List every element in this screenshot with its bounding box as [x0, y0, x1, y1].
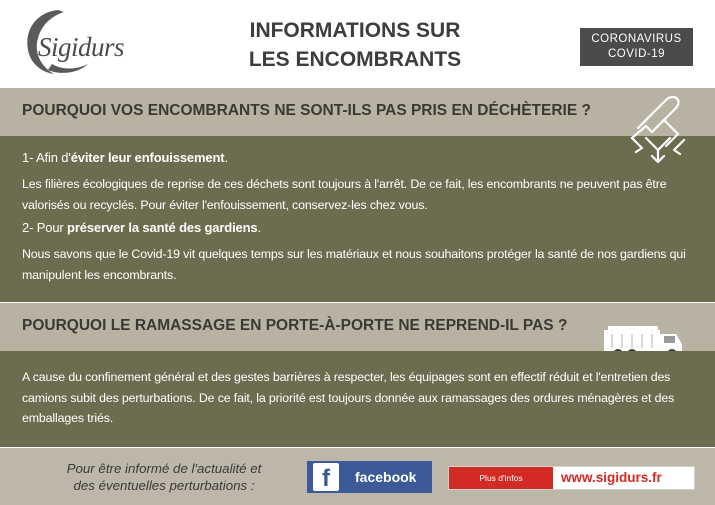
point-1-heading	[22, 148, 701, 169]
point-2-suffix: .	[257, 220, 261, 235]
footer-line-1: Pour être informé de l'actualité et	[66, 461, 262, 476]
title-line-2: LES ENCOMBRANTS	[248, 48, 462, 71]
point-2-body: Nous savons que le Covid-19 vit quelques temps sur les matériaux et nous souhaitons protéger la santé de nos gardiens qui manipulent les encombrants.	[22, 247, 686, 282]
question-1-text: POURQUOI VOS ENCOMBRANTS NE SONT-ILS PAS PRIS EN DÉCHÈTERIE ?	[22, 102, 591, 119]
logo-text: Sigidurs	[38, 32, 125, 62]
point-1-prefix: 1- Afin d'	[22, 150, 71, 165]
page-title	[205, 16, 505, 74]
plus-infos-label: Plus d'infos	[449, 467, 553, 489]
point-2-prefix: 2- Pour	[22, 220, 68, 235]
point-2-heading	[22, 218, 701, 239]
website-url: www.sigidurs.fr	[561, 470, 662, 485]
question-2-text: POURQUOI LE RAMASSAGE EN PORTE-À-PORTE NE REPREND-IL PAS ?	[22, 317, 568, 334]
facebook-label: facebook	[355, 469, 417, 485]
facebook-icon: f	[313, 463, 339, 491]
point-1-body: Les filières écologiques de reprise de ces déchets sont toujours à l'arrêt. De ce fait, les encombrants ne peuvent pas être valorisés ou recyclés. Pour éviter l'enfouissement, conservez-les chez vous.	[22, 177, 667, 212]
header	[0, 0, 715, 86]
badge-line-1: CORONAVIRUS	[591, 33, 682, 45]
covid-badge	[580, 28, 693, 66]
title-line-1: INFORMATIONS SUR	[249, 19, 461, 42]
answer-panel-2	[0, 351, 715, 447]
facebook-button[interactable]	[307, 461, 432, 493]
sigidurs-logo	[18, 6, 148, 78]
badge-line-2: COVID-19	[607, 48, 666, 60]
point-2-bold: préserver la santé des gardiens	[67, 220, 258, 235]
website-link[interactable]	[448, 466, 695, 490]
answer-panel-1	[0, 136, 715, 302]
point-1-bold: éviter leur enfouissement	[70, 150, 225, 165]
footer-line-2: des éventuelles perturbations :	[73, 478, 255, 493]
point-1-suffix: .	[224, 150, 228, 165]
hand-recycle-icon	[628, 94, 688, 164]
section-2-body: A cause du confinement général et des gestes barrières à respecter, les équipages sont en effectif réduit et l'entretien des camions subit des perturbations. De ce fait, la priorité est toujours donnée aux ramassages des ordures ménagères et des emballages triés.	[22, 370, 675, 425]
question-bar-1	[0, 88, 715, 136]
footer-text	[44, 460, 284, 494]
